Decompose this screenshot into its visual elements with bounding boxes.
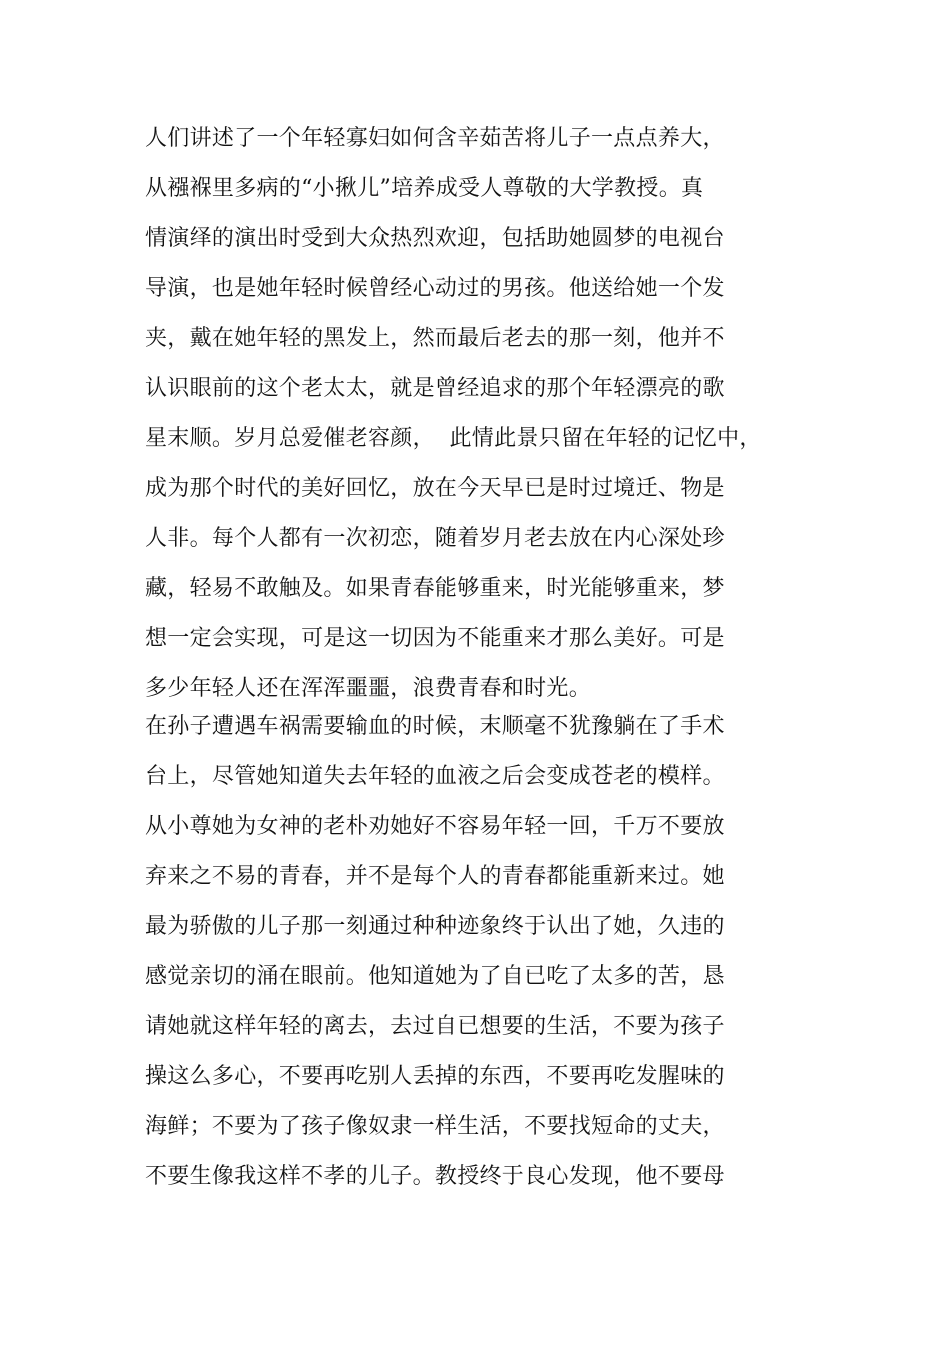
text-line-13: 在孙子遭遇车祸需要输血的时候，末顺毫不犹豫躺在了手术 [145, 714, 725, 739]
text-line-5: 夹，戴在她年轻的黑发上，然而最后老去的那一刻，他并不 [145, 326, 725, 351]
text-line-8: 成为那个时代的美好回忆，放在今天早已是时过境迁、物是 [145, 476, 725, 501]
text-line-4: 导演，也是她年轻时候曾经心动过的男孩。他送给她一个发 [145, 276, 725, 301]
text-line-21: 海鲜；不要为了孩子像奴隶一样生活，不要找短命的丈夫， [145, 1114, 725, 1139]
text-line-6: 认识眼前的这个老太太，就是曾经追求的那个年轻漂亮的歌 [145, 376, 725, 401]
body-text [145, 118, 825, 1206]
text-line-17: 最为骄傲的儿子那一刻通过种种迹象终于认出了她，久违的 [145, 914, 725, 939]
text-line-7: 星末顺。岁月总爱催老容颜， 此情此景只留在年轻的记忆中， [145, 426, 762, 451]
text-line-15: 从小尊她为女神的老朴劝她好不容易年轻一回，千万不要放 [145, 814, 725, 839]
text-line-9: 人非。每个人都有一次初恋，随着岁月老去放在内心深处珍 [145, 526, 725, 551]
text-line-12: 多少年轻人还在浑浑噩噩，浪费青春和时光。 [145, 676, 592, 701]
text-line-19: 请她就这样年轻的离去，去过自已想要的生活，不要为孩子 [145, 1014, 725, 1039]
text-line-22: 不要生像我这样不孝的儿子。教授终于良心发现，他不要母 [145, 1164, 725, 1189]
text-line-16: 弃来之不易的青春，并不是每个人的青春都能重新来过。她 [145, 864, 725, 889]
text-line-18: 感觉亲切的涌在眼前。他知道她为了自已吃了太多的苦，恳 [145, 964, 725, 989]
text-line-3: 情演绎的演出时受到大众热烈欢迎，包括助她圆梦的电视台 [145, 226, 725, 251]
text-line-2: 从襁褓里多病的“小揪儿”培养成受人尊敬的大学教授。真 [145, 176, 704, 201]
text-line-11: 想一定会实现，可是这一切因为不能重来才那么美好。可是 [145, 626, 725, 651]
text-line-1: 人们讲述了一个年轻寡妇如何含辛茹苦将儿子一点点养大， [145, 126, 725, 151]
text-line-10: 藏，轻易不敢触及。如果青春能够重来，时光能够重来，梦 [145, 576, 725, 601]
text-line-14: 台上，尽管她知道失去年轻的血液之后会变成苍老的模样。 [145, 764, 725, 789]
text-line-20: 操这么多心，不要再吃别人丢掉的东西，不要再吃发腥味的 [145, 1064, 725, 1089]
